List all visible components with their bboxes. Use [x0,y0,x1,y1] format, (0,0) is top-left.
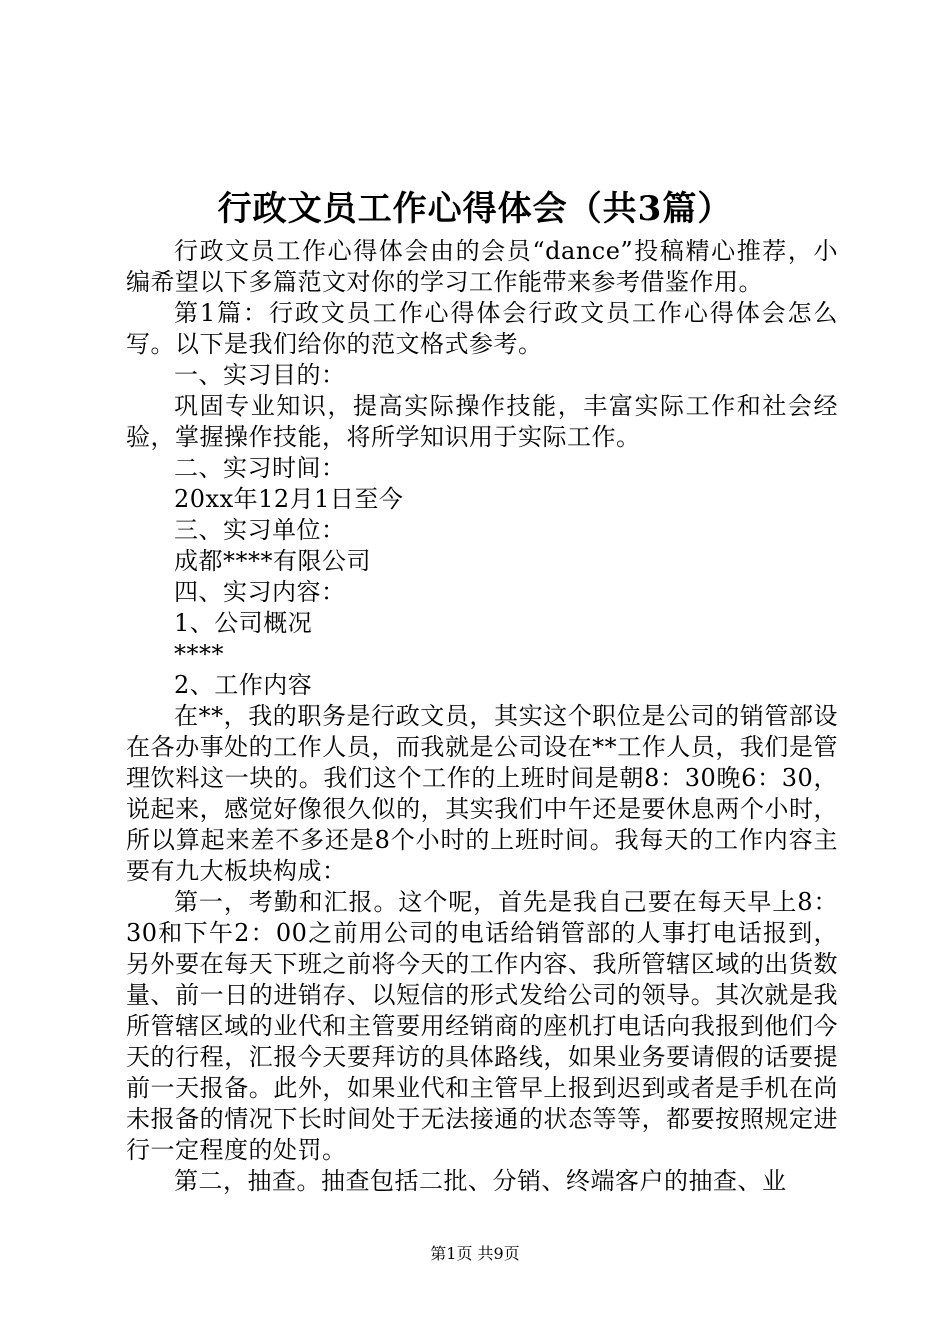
paragraph-attendance: 第一，考勤和汇报。这个呢，首先是我自己要在每天早上8：30和下午2：00之前用公司的电话给销管部的人事打电话报到，另外要在每天下班之前将今天的工作内容、我所管辖区域的出货数量、前一日的进销存、以短信的形式发给公司的领导。其次就是我所管辖区域的业代和主管要用经销商的座机打电话向我报到他们今天的行程，汇报今天要拜访的具体路线，如果业务要请假的话要提前一天报备。此外，如果业代和主管早上报到迟到或者是手机在尚未报备的情况下长时间处于无法接通的状态等等，都要按照规定进行一定程度的处罚。 [126,888,838,1164]
paragraph-section-unit-heading: 三、实习单位： [174,516,346,544]
paragraph-section-purpose: 巩固专业知识，提高实际操作技能，丰富实际工作和社会经验，掌握操作技能，将所学知识用于实际工作。 [126,392,838,451]
page-number-footer: 第1页 共9页 [430,1244,520,1263]
paragraph-intro: 行政文员工作心得体会由的会员“dance”投稿精心推荐，小编希望以下多篇范文对你的学习工作能带来参考借鉴作用。 [126,237,838,296]
paragraph-company-overview: **** [174,640,224,668]
paragraph-work-content: 在**，我的职务是行政文员，其实这个职位是公司的销管部设在各办事处的工作人员，而我就是公司设在**工作人员，我们是管理饮料这一块的。我们这个工作的上班时间是朝8：30晚6：30，说起来，感觉好像很久似的，其实我们中午还是要休息两个小时，所以算起来差不多还是8个小时的上班时间。我每天的工作内容主要有九大板块构成： [126,702,838,885]
paragraph-section-time-heading: 二、实习时间： [174,454,346,482]
paragraph-article-1-heading: 第1篇：行政文员工作心得体会行政文员工作心得体会怎么写。以下是我们给你的范文格式参考。 [126,299,838,358]
paragraph-section-unit: 成都****有限公司 [174,547,371,575]
paragraph-section-purpose-heading: 一、实习目的： [174,361,346,389]
paragraph-section-content-heading: 四、实习内容： [174,578,346,606]
paragraph-work-content-heading: 2、工作内容 [174,671,313,699]
paragraph-company-overview-heading: 1、公司概况 [174,609,313,637]
document-title: 行政文员工作心得体会（共3篇） [217,189,733,229]
paragraph-spot-check: 第二，抽查。抽查包括二批、分销、终端客户的抽查、业 [174,1167,787,1195]
document-body [126,236,838,1197]
paragraph-section-time: 20xx年12月1日至今 [174,485,404,513]
